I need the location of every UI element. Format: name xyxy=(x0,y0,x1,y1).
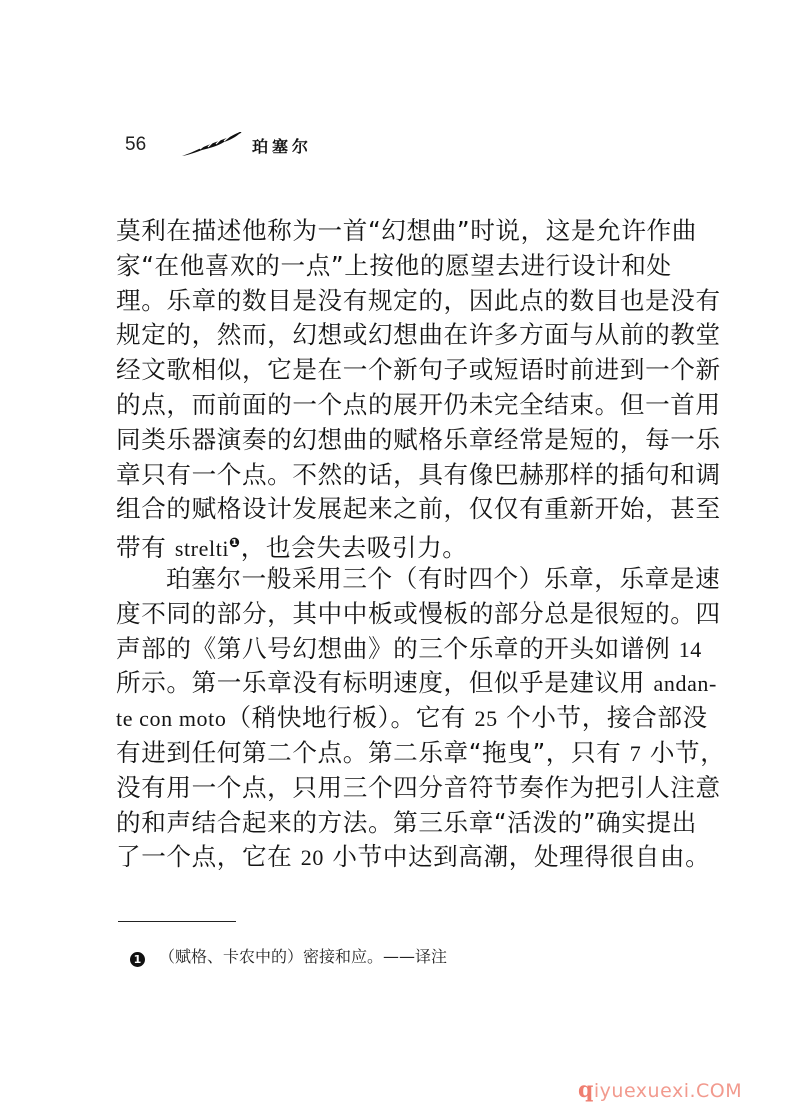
example-number: 14 xyxy=(678,636,702,662)
watermark-logo-letter: q xyxy=(578,1077,594,1103)
number: 20 xyxy=(300,845,324,871)
number: 25 xyxy=(474,706,498,732)
footnote-marker-icon: 1 xyxy=(130,952,145,967)
text-span: 小节中达到高潮，处理得很自由。 xyxy=(323,842,711,872)
text-span: 个小节，接合部没 xyxy=(497,703,708,733)
text-line: 的点，而前面的一个点的展开仍未完全结束。但一首用 xyxy=(116,389,721,419)
text-line xyxy=(116,632,702,667)
watermark xyxy=(578,1077,742,1103)
footnote-divider xyxy=(118,921,236,922)
text-line: 经文歌相似，它是在一个新句子或短语时前进到一个新 xyxy=(116,355,721,385)
running-title: 珀塞尔 xyxy=(252,137,313,156)
text-line xyxy=(116,736,726,771)
watermark-text: iyuexuexi.COM xyxy=(593,1080,743,1102)
text-line: 同类乐器演奏的幻想曲的赋格乐章经常是短的，每一乐 xyxy=(116,424,721,454)
body-text xyxy=(116,214,726,875)
latin-term: strelti xyxy=(174,536,230,562)
latin-term: te con moto xyxy=(116,706,227,732)
page-number: 56 xyxy=(125,134,147,155)
text-line: 家“在他喜欢的一点”上按他的愿望去进行设计和处 xyxy=(116,250,672,280)
text-span: ，也会失去吸引力。 xyxy=(240,533,468,563)
text-span: 有进到任何第二个点。第二乐章“拖曳”，只有 xyxy=(116,737,630,767)
text-span: （稍快地行板）。它有 xyxy=(226,703,475,733)
page-header xyxy=(125,132,525,162)
number: 7 xyxy=(629,740,642,766)
paragraph-start-line: 珀塞尔一般采用三个（有时四个）乐章，乐章是速 xyxy=(166,563,721,593)
text-span: 带有 xyxy=(116,533,175,563)
text-line: 没有用一个点，只用三个四分音符节奏作为把引人注意 xyxy=(116,772,721,802)
text-span: 所示。第一乐章没有标明速度，但似乎是建议用 xyxy=(116,668,654,698)
text-line: 组合的赋格设计发展起来之前，仅仅有重新开始，甚至 xyxy=(116,494,721,524)
leaf-ornament-icon xyxy=(180,132,244,158)
footnote-reference[interactable]: ❶ xyxy=(229,536,241,552)
footnote-text: （赋格、卡农中的）密接和应。——译注 xyxy=(159,947,448,966)
text-line: 章只有一个点。不然的话，具有像巴赫那样的插句和调 xyxy=(116,459,721,489)
text-line: 莫利在描述他称为一首“幻想曲”时说，这是允许作曲 xyxy=(116,216,697,245)
text-line xyxy=(116,701,708,736)
text-line xyxy=(116,840,711,875)
footnote xyxy=(130,944,447,967)
text-span: 小节， xyxy=(641,737,726,767)
text-span: 了一个点，它在 xyxy=(116,842,301,872)
text-line: 的和声结合起来的方法。第三乐章“活泼的”确实提出 xyxy=(116,807,697,837)
text-line: 规定的，然而，幻想或幻想曲在许多方面与从前的教堂 xyxy=(116,320,721,350)
text-span: 声部的《第八号幻想曲》的三个乐章的开头如谱例 xyxy=(116,633,679,663)
text-line: 度不同的部分，其中中板或慢板的部分总是很短的。四 xyxy=(116,598,721,628)
text-line xyxy=(116,527,682,562)
latin-term: andan- xyxy=(653,671,717,697)
text-line xyxy=(116,666,717,701)
text-line: 理。乐章的数目是没有规定的，因此点的数目也是没有 xyxy=(116,285,721,315)
